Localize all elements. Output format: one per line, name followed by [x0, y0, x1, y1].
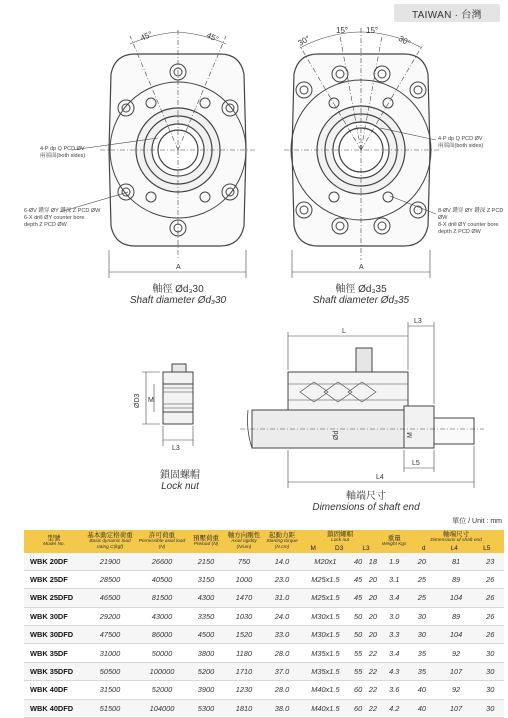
left-note-drill-en: 6-X drill ØY counter bore [24, 215, 85, 221]
table-cell: 50 [351, 626, 366, 644]
left-note-drill-text: 6-ØV 鑽穿 ØY 鑽深 Z PCD ØW [24, 208, 101, 214]
col-shaftend-en: Dimensions of shaft end [430, 538, 482, 543]
col-basic-load-en: Basic dynamic load rating C(kgf) [89, 539, 131, 550]
table-cell: 60 [351, 681, 366, 699]
table-cell: 4300 [188, 589, 224, 607]
table-cell: 1710 [224, 662, 264, 680]
col-model [24, 530, 84, 553]
region-tag: TAIWAN · 台灣 [394, 4, 500, 22]
table-cell: 38.0 [264, 699, 300, 717]
table-cell: 40500 [136, 570, 188, 588]
col-axial-load-en: Permissible axial load (N) [138, 539, 186, 550]
table-cell: 1810 [224, 699, 264, 717]
table-row [24, 626, 504, 644]
model-cell: WBK 25DF [24, 570, 84, 588]
table-cell: 20 [408, 553, 435, 571]
table-cell: M40x1.5 [300, 699, 351, 717]
shaft-label-m: M [407, 432, 414, 438]
left-caption-cn: 軸徑 Ød₃30 [152, 284, 204, 295]
col-weight-en: Weight Kgs [382, 542, 407, 547]
table-cell: 4.2 [380, 699, 408, 717]
right-note-holes [438, 136, 483, 150]
col-torque-en: Starting torque (N.cm) [266, 539, 298, 550]
right-note-drill-depth: depth Z PCD ØW [438, 229, 481, 235]
table-cell: M40x1.5 [300, 681, 351, 699]
col-preload-en: Preload (N) [193, 542, 219, 547]
model-cell: WBK 40DFD [24, 699, 84, 717]
table-cell: 24.0 [264, 607, 300, 625]
table-cell: 60 [351, 699, 366, 717]
col-shaftend-l4: L4 [450, 544, 458, 552]
col-shaftend-l5: L5 [483, 544, 491, 552]
table-cell: 30 [408, 626, 435, 644]
shaft-label-l5: L5 [412, 460, 420, 467]
table-cell: 26 [477, 570, 504, 588]
model-cell: WBK 30DF [24, 607, 84, 625]
col-model-en: Model No. [43, 542, 65, 547]
table-cell: 30 [477, 681, 504, 699]
table-cell: 104 [436, 589, 477, 607]
table-cell: 23 [477, 553, 504, 571]
table-cell: 45 [351, 570, 366, 588]
table-cell: 28500 [84, 570, 136, 588]
spec-table [24, 530, 504, 718]
table-cell: M25x1.5 [300, 570, 351, 588]
table-cell: M35x1.5 [300, 644, 351, 662]
table-cell: 50 [351, 607, 366, 625]
table-cell: 25 [408, 570, 435, 588]
table-cell: 81500 [136, 589, 188, 607]
table-cell: 3.1 [380, 570, 408, 588]
left-caption [110, 280, 246, 306]
locknut-label-l3: L3 [172, 445, 180, 452]
table-row [24, 644, 504, 662]
table-cell: 30 [477, 644, 504, 662]
table-cell: M30x1.5 [300, 607, 351, 625]
table-cell: 35 [408, 644, 435, 662]
table-cell: 92 [436, 644, 477, 662]
table-cell: 40 [408, 699, 435, 717]
col-weight [380, 530, 408, 553]
col-rigidity [224, 530, 264, 553]
shaft-end-caption-en: Dimensions of shaft end [312, 502, 420, 513]
table-cell: 22 [366, 662, 381, 680]
table-cell: 1000 [224, 570, 264, 588]
right-dim-a: A [359, 264, 364, 271]
table-cell: M25x1.5 [300, 589, 351, 607]
table-cell: 26 [477, 589, 504, 607]
model-cell: WBK 35DFD [24, 662, 84, 680]
right-note-holes-both: 兩端面(both sides) [438, 143, 484, 149]
table-cell: 26600 [136, 553, 188, 571]
left-dim-a: A [176, 264, 181, 271]
right-note-drill-en: 8-X drill ØY counter bore [438, 222, 499, 228]
table-cell: 40 [408, 681, 435, 699]
table-row [24, 589, 504, 607]
right-angle-2: 15° [336, 26, 349, 35]
table-cell: 3.4 [380, 589, 408, 607]
left-note-holes-both: 兩端面(both sides) [40, 153, 86, 159]
table-cell: 28.0 [264, 644, 300, 662]
table-cell: 1470 [224, 589, 264, 607]
left-note-drill [24, 208, 100, 229]
table-cell: 107 [436, 662, 477, 680]
col-torque-cn: 起動力距 [269, 532, 295, 540]
table-row [24, 662, 504, 680]
col-rigidity-en: Axial rigidity (N/um) [231, 539, 257, 550]
left-note-drill-depth: depth Z PCD ØW [24, 222, 67, 228]
table-cell: 5200 [188, 662, 224, 680]
table-cell: 89 [436, 570, 477, 588]
table-cell: 30 [477, 662, 504, 680]
shaft-end-caption-cn: 軸端尺寸 [346, 491, 386, 502]
table-cell: 104000 [136, 699, 188, 717]
table-cell: 20 [366, 607, 381, 625]
table-cell: 1180 [224, 644, 264, 662]
left-angle-2: 45° [205, 30, 220, 44]
table-row [24, 607, 504, 625]
table-cell: 35 [408, 662, 435, 680]
table-cell: 104 [436, 626, 477, 644]
col-shaftend [408, 530, 504, 553]
shaft-label-l4: L4 [376, 474, 384, 481]
table-cell: 31.0 [264, 589, 300, 607]
table-cell: 31500 [84, 681, 136, 699]
table-cell: M35x1.5 [300, 662, 351, 680]
right-caption-en: Shaft diameter Ød₃35 [312, 295, 410, 306]
shaft-end-drawing [240, 322, 484, 488]
table-cell: 3.4 [380, 644, 408, 662]
unit-label: 單位 / Unit : mm [452, 518, 502, 525]
right-note-holes-text: 4-P dp Q PCD ØV [438, 136, 483, 142]
shaft-label-l: L [342, 328, 346, 335]
table-cell: 14.0 [264, 553, 300, 571]
table-cell: 20 [366, 570, 381, 588]
table-cell: 52000 [136, 681, 188, 699]
table-cell: 23.0 [264, 570, 300, 588]
right-note-drill [438, 208, 508, 236]
table-row [24, 570, 504, 588]
table-cell: 33.0 [264, 626, 300, 644]
table-cell: 18 [366, 553, 381, 571]
table-row [24, 553, 504, 571]
table-cell: 3150 [188, 570, 224, 588]
table-cell: 43000 [136, 607, 188, 625]
col-shaftend-d: d [421, 544, 426, 552]
col-preload-cn: 預壓荷重 [193, 535, 219, 542]
table-cell: 29200 [84, 607, 136, 625]
locknut-drawing [142, 364, 193, 446]
table-cell: 3.6 [380, 681, 408, 699]
table-cell: 100000 [136, 662, 188, 680]
table-cell: 40 [351, 553, 366, 571]
col-torque [264, 530, 300, 553]
right-angle-1: 30° [296, 33, 312, 48]
right-caption [292, 280, 430, 306]
table-cell: 750 [224, 553, 264, 571]
table-cell: 50000 [136, 644, 188, 662]
col-preload [188, 530, 224, 553]
shaft-label-d: Ød [333, 430, 340, 440]
col-model-cn: 型號 [47, 535, 61, 542]
col-shaftend-cn: 軸端尺寸 [443, 531, 470, 538]
model-cell: WBK 20DF [24, 553, 84, 571]
col-axial-load [136, 530, 188, 553]
table-cell: 55 [351, 662, 366, 680]
col-locknut-en: Lock nut [331, 538, 350, 543]
model-cell: WBK 35DF [24, 644, 84, 662]
table-cell: 55 [351, 644, 366, 662]
table-cell: 81 [436, 553, 477, 571]
col-locknut-d3: D3 [335, 544, 344, 552]
table-cell: 22 [366, 644, 381, 662]
table-cell: 45 [351, 589, 366, 607]
col-locknut-cn: 鎖固螺帽 [327, 531, 354, 538]
table-cell: M30x1.5 [300, 626, 351, 644]
left-angle-1: 45° [139, 29, 154, 43]
col-weight-cn: 重量 [387, 535, 401, 542]
table-cell: 50500 [84, 662, 136, 680]
table-cell: 3900 [188, 681, 224, 699]
right-angle-4: 30° [397, 33, 412, 48]
col-locknut-m: M [310, 544, 316, 552]
locknut-caption-en: Lock nut [161, 481, 199, 492]
locknut-label-d3: ØD3 [134, 393, 141, 408]
col-rigidity-cn: 軸方向剛性 [227, 532, 261, 540]
table-cell: 22 [366, 699, 381, 717]
table-cell: 3800 [188, 644, 224, 662]
table-cell: 1520 [224, 626, 264, 644]
table-row [24, 699, 504, 717]
locknut-caption-cn: 鎖固螺帽 [160, 470, 200, 481]
table-cell: 107 [436, 699, 477, 717]
table-header-row [24, 530, 504, 553]
table-row [24, 681, 504, 699]
table-cell: 3.3 [380, 626, 408, 644]
table-cell: 51500 [84, 699, 136, 717]
table-cell: 89 [436, 607, 477, 625]
right-angle-3: 15° [366, 26, 379, 35]
table-cell: 1230 [224, 681, 264, 699]
model-cell: WBK 30DFD [24, 626, 84, 644]
table-cell: 3.0 [380, 607, 408, 625]
table-cell: 46500 [84, 589, 136, 607]
table-cell: 4500 [188, 626, 224, 644]
locknut-label-m: M [148, 397, 154, 404]
table-cell: 37.0 [264, 662, 300, 680]
col-basic-load-cn: 基本動定格荷重 [87, 532, 133, 540]
table-cell: 20 [366, 589, 381, 607]
shaft-end-caption [296, 487, 436, 513]
table-cell: 5300 [188, 699, 224, 717]
table-cell: 25 [408, 589, 435, 607]
table-cell: 28.0 [264, 681, 300, 699]
col-basic-load [84, 530, 136, 553]
table-cell: 86000 [136, 626, 188, 644]
model-cell: WBK 40DF [24, 681, 84, 699]
left-note-holes [40, 146, 85, 160]
shaft-label-l3: L3 [414, 318, 422, 325]
table-cell: 4.3 [380, 662, 408, 680]
col-locknut-l3: L3 [362, 544, 370, 552]
table-cell: 30 [408, 607, 435, 625]
table-cell: 1.9 [380, 553, 408, 571]
col-axial-load-cn: 許可荷重 [149, 532, 175, 540]
table-cell: M20x1 [300, 553, 351, 571]
left-caption-en: Shaft diameter Ød₃30 [129, 295, 227, 306]
locknut-caption [140, 466, 220, 492]
right-caption-cn: 軸徑 Ød₃35 [335, 284, 387, 295]
table-cell: 92 [436, 681, 477, 699]
table-cell: 30 [477, 699, 504, 717]
table-cell: 26 [477, 626, 504, 644]
table-cell: 21900 [84, 553, 136, 571]
table-cell: 31000 [84, 644, 136, 662]
table-cell: 22 [366, 681, 381, 699]
right-note-drill-text: 8-ØV 鑽穿 ØY 鑽深 Z PCD ØW [438, 208, 504, 221]
table-cell: 1030 [224, 607, 264, 625]
table-cell: 3350 [188, 607, 224, 625]
left-note-holes-text: 4-P dp Q PCD ØV [40, 146, 85, 152]
model-cell: WBK 25DFD [24, 589, 84, 607]
table-body [24, 553, 504, 718]
table-cell: 20 [366, 626, 381, 644]
table-cell: 2150 [188, 553, 224, 571]
col-locknut [300, 530, 380, 553]
table-cell: 47500 [84, 626, 136, 644]
table-cell: 26 [477, 607, 504, 625]
right-front-view [284, 28, 440, 278]
left-front-view [60, 30, 256, 278]
